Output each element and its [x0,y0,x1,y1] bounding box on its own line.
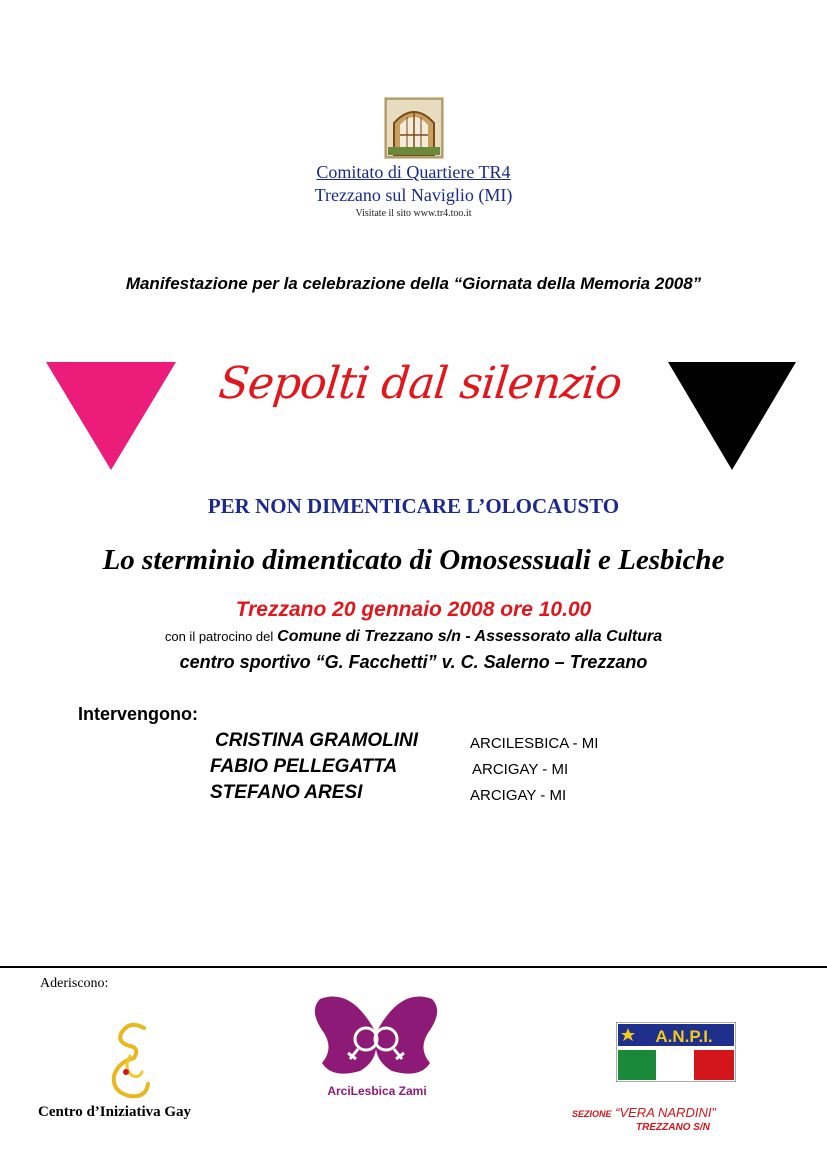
speaker-name: CRISTINA GRAMOLINI [215,730,419,751]
adhere-label: Aderiscono: [40,976,109,991]
patronage-line [0,628,827,646]
patronage-authority: Comune di Trezzano s/n - Assessorato alla Cultura [277,628,663,645]
speakers-label: Intervengono: [78,704,198,724]
arcilesbica-caption: ArciLesbica Zami [327,1084,427,1098]
org-city: Trezzano sul Naviglio (MI) [314,185,513,205]
org-name[interactable]: Comitato di Quartiere TR4 [316,162,511,182]
event-heading: Manifestazione per la celebrazione della “Giornata della Memoria 2008” [125,274,702,293]
speaker-org: ARCILESBICA - MI [470,735,599,752]
pink-triangle-icon [46,362,176,470]
arcilesbica-butterfly-logo [312,993,440,1078]
speaker-name: FABIO PELLEGATTA [210,756,398,777]
anpi-logo [616,1022,736,1082]
speaker-org: ARCIGAY - MI [472,761,569,778]
subtitle: Lo sterminio dimenticato di Omosessuali e Lesbiche [102,544,725,576]
anpi-section-prefix: SEZIONE [572,1109,612,1119]
remember-heading: PER NON DIMENTICARE L’OLOCAUSTO [207,494,620,518]
speaker-org: ARCIGAY - MI [470,787,567,804]
anpi-section-name: “VERA NARDINI” [615,1105,716,1120]
anpi-section [572,1105,716,1120]
cig-logo [100,1022,160,1102]
patronage-lead: con il patrocino del [164,629,274,644]
footer-divider [0,966,827,968]
org-site: Visitate il sito www.tr4.too.it [355,208,472,219]
black-triangle-icon [668,362,796,470]
anpi-city: TREZZANO S/N [636,1122,710,1133]
speaker-name: STEFANO ARESI [210,782,363,803]
event-venue: centro sportivo “G. Facchetti” v. C. Salerno – Trezzano [179,652,648,672]
main-title: Sepolti dal silenzio [216,358,624,409]
cig-caption: Centro d’Iniziativa Gay [38,1104,192,1120]
tr4-logo [384,97,444,159]
anpi-logo-text: A.N.P.I. [655,1027,713,1046]
event-date: Trezzano 20 gennaio 2008 ore 10.00 [235,598,592,621]
